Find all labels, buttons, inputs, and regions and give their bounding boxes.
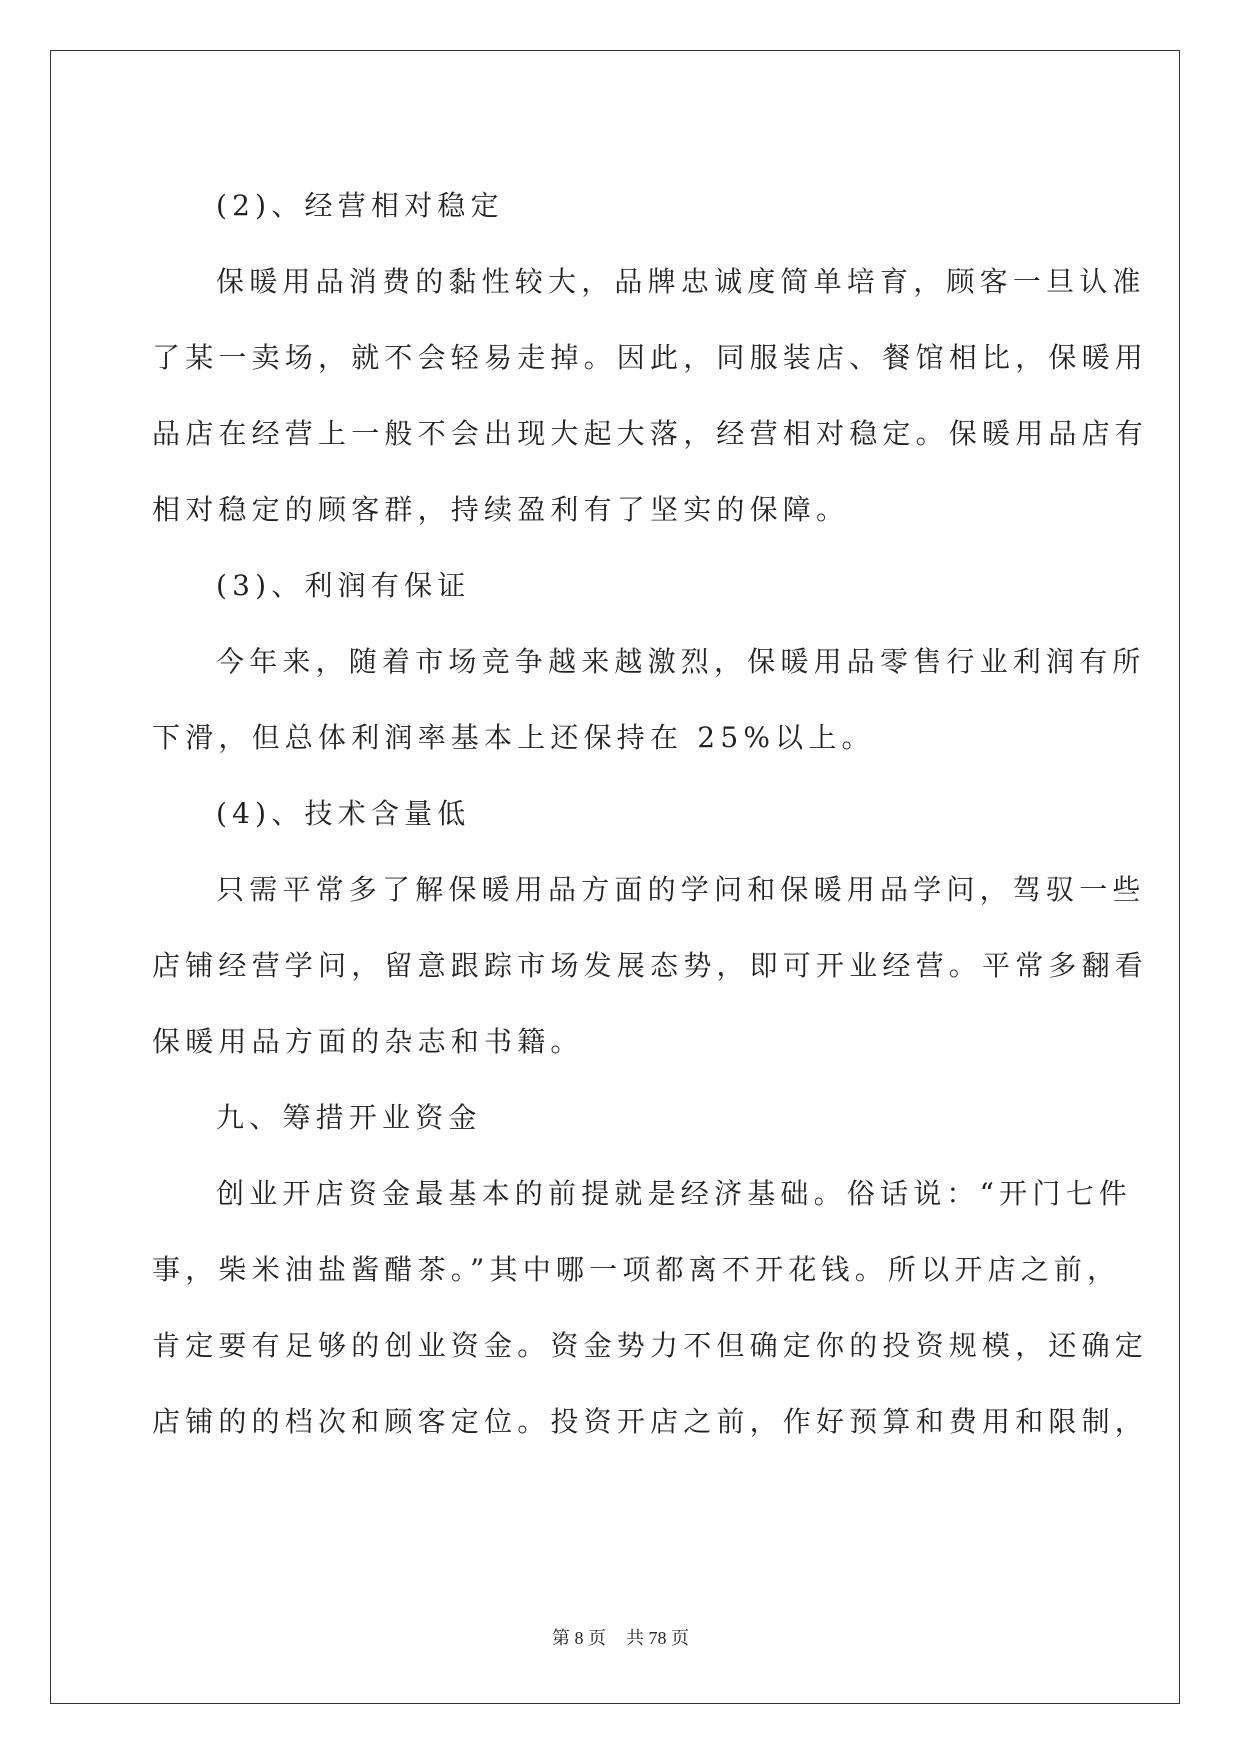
paragraph-line <box>152 244 1146 320</box>
paragraph-line <box>152 320 1149 396</box>
paragraph-line <box>152 472 1088 548</box>
heading-text: 九、筹措开业资金 <box>216 1101 482 1134</box>
text-line: 今年来，随着市场竞争越来越激烈，保暖用品零售行业利润有所 <box>216 645 1146 678</box>
text-line: 肯定要有足够的创业资金。资金势力不但确定你的投资规模，还确定 <box>152 1329 1149 1362</box>
section-heading-4 <box>152 776 1088 852</box>
text-line: 店铺的的档次和顾客定位。投资开店之前，作好预算和费用和限制， <box>152 1405 1149 1438</box>
text-line: 保暖用品方面的杂志和书籍。 <box>152 1025 584 1058</box>
section-heading-3 <box>152 548 1088 624</box>
current-page-number: 第 8 页 <box>552 1628 606 1648</box>
document-body <box>152 168 1149 1460</box>
paragraph-line <box>152 1384 1149 1460</box>
paragraph-line <box>152 700 1088 776</box>
text-line: 下滑，但总体利润率基本上还保持在 25%以上。 <box>152 721 875 754</box>
text-line: 只需平常多了解保暖用品方面的学问和保暖用品学问，驾驭一些 <box>216 873 1146 906</box>
text-line: 了某一卖场，就不会轻易走掉。因此，同服装店、餐馆相比，保暖用 <box>152 341 1149 374</box>
paragraph-line <box>152 852 1146 928</box>
paragraph-line <box>152 1156 1132 1232</box>
heading-text: (4)、技术含量低 <box>216 797 471 830</box>
text-line: 创业开店资金最基本的前提就是经济基础。俗话说：“开门七件 <box>216 1177 1132 1210</box>
total-page-count: 共 78 页 <box>626 1628 689 1648</box>
text-line: 事，柴米油盐酱醋茶。”其中哪一项都离不开花钱。所以开店之前， <box>152 1253 1121 1286</box>
paragraph-line <box>152 1232 1121 1308</box>
text-line: 店铺经营学问，留意跟踪市场发展态势，即可开业经营。平常多翻看 <box>152 949 1149 982</box>
heading-text: (3)、利润有保证 <box>216 569 471 602</box>
heading-text: (2)、经营相对稳定 <box>216 189 504 222</box>
section-heading-9 <box>152 1080 1088 1156</box>
paragraph-line <box>152 624 1146 700</box>
paragraph-line <box>152 928 1149 1004</box>
text-line: 相对稳定的顾客群，持续盈利有了坚实的保障。 <box>152 493 850 526</box>
paragraph-line <box>152 396 1149 472</box>
text-line: 品店在经营上一般不会出现大起大落，经营相对稳定。保暖用品店有 <box>152 417 1149 450</box>
paragraph-line <box>152 1004 1088 1080</box>
section-heading-2 <box>152 168 1088 244</box>
text-line: 保暖用品消费的黏性较大，品牌忠诚度简单培育，顾客一旦认准 <box>216 265 1146 298</box>
page-footer <box>0 1624 1241 1650</box>
paragraph-line <box>152 1308 1149 1384</box>
